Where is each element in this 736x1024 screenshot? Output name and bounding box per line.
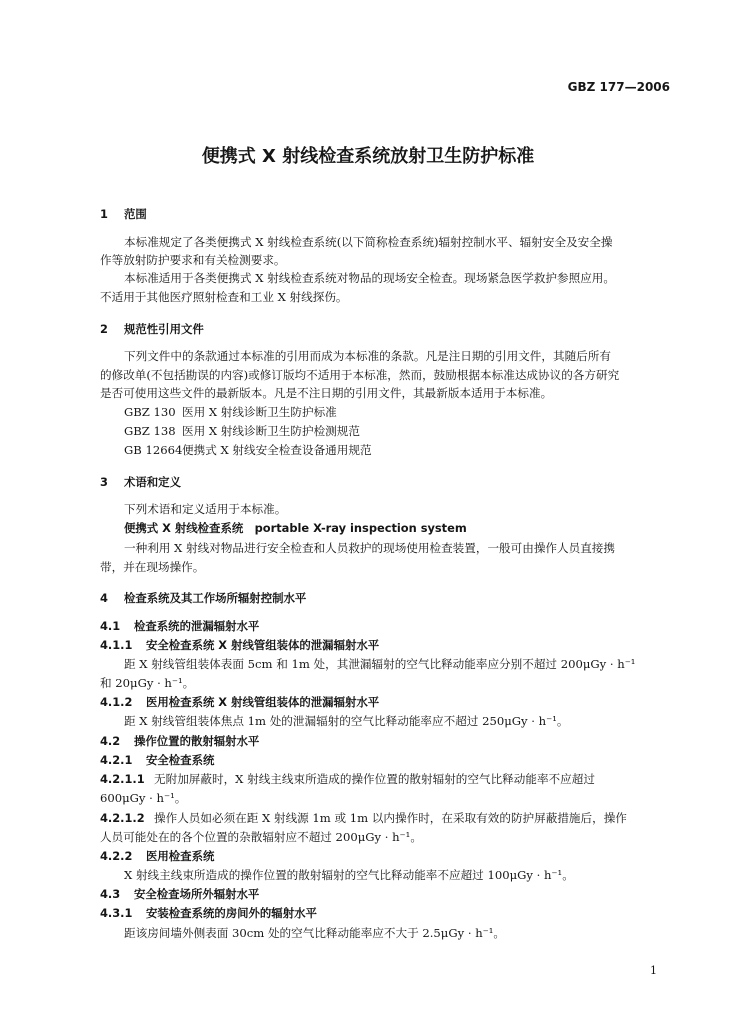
paragraph-line: 下列术语和定义适用于本标准。 [124, 502, 287, 516]
subsection-heading [100, 733, 670, 749]
paragraph-line: 的修改单(不包括勘误的内容)或修订版均不适用于本标准，然而，鼓励根据本标准达成协议的各方研究 [100, 368, 620, 382]
subsection-title: 安全检查场所外辐射水平 [134, 887, 260, 901]
subsection-number: 4.1.1 [100, 638, 133, 652]
paragraph-line: 下列文件中的条款通过本标准的引用而成为本标准的条款。凡是注日期的引用文件，其随后所有 [124, 349, 611, 363]
term-entry: 便携式 X 射线检查系统 portable X-ray inspection system [124, 521, 467, 535]
reference-item [124, 442, 670, 458]
subsection-title: 操作位置的散射辐射水平 [134, 734, 260, 748]
reference-code: GBZ 130 [124, 405, 176, 419]
paragraph-line: 一种利用 X 射线对物品进行安全检查和人员救护的现场使用检查装置，一般可由操作人员直接携 [124, 541, 615, 555]
reference-name: 医用 X 射线诊断卫生防护检测规范 [182, 424, 360, 438]
document-title: 便携式 X 射线检查系统放射卫生防护标准 [201, 146, 535, 167]
subsection-heading [100, 637, 670, 653]
subsection-number: 4.2.2 [100, 849, 133, 863]
reference-code: GB 12664 [124, 443, 183, 457]
reference-item [124, 404, 670, 420]
subsection-number: 4.2 [100, 734, 121, 748]
section-2-heading [100, 321, 670, 337]
subsection-title: 安全检查系统 X 射线管组装体的泄漏辐射水平 [146, 638, 380, 652]
section-3-heading [100, 474, 670, 490]
reference-name: 医用 X 射线诊断卫生防护标准 [182, 405, 337, 419]
subsection-heading [100, 848, 670, 864]
section-title: 术语和定义 [124, 475, 181, 489]
paragraph-line: 不适用于其他医疗照射检查和工业 X 射线探伤。 [100, 290, 348, 304]
clause-number: 4.2.1.2 [100, 811, 145, 825]
section-number: 3 [100, 475, 108, 489]
page-number: 1 [650, 964, 657, 977]
clause-text: 无附加屏蔽时，X 射线主线束所造成的操作位置的散射辐射的空气比释动能率不应超过 [154, 772, 595, 786]
section-number: 2 [100, 322, 108, 336]
subsection-number: 4.3 [100, 887, 121, 901]
subsection-heading [100, 752, 670, 768]
numbered-paragraph-line [100, 771, 670, 787]
clause-text: 操作人员如必须在距 X 射线源 1m 或 1m 以内操作时，在采取有效的防护屏蔽措施后，操作 [154, 811, 627, 825]
section-title: 检查系统及其工作场所辐射控制水平 [124, 591, 307, 605]
subsection-number: 4.3.1 [100, 906, 133, 920]
subsection-number: 4.1.2 [100, 695, 133, 709]
paragraph-line: 距该房间墙外侧表面 30cm 处的空气比释动能率应不大于 2.5μGy · h⁻¹。 [124, 926, 506, 940]
paragraph-line: 和 20μGy · h⁻¹。 [100, 676, 195, 690]
standard-code: GBZ 177—2006 [567, 80, 670, 94]
section-number: 1 [100, 207, 108, 221]
section-1-heading [100, 206, 670, 222]
subsection-title: 安装检查系统的房间外的辐射水平 [146, 906, 317, 920]
section-4-heading [100, 590, 670, 606]
reference-code: GBZ 138 [124, 424, 176, 438]
subsection-title: 医用检查系统 [146, 849, 215, 863]
subsection-heading [100, 905, 670, 921]
subsection-number: 4.2.1 [100, 753, 133, 767]
reference-item [124, 423, 670, 439]
subsection-heading [100, 886, 670, 902]
paragraph-line: 本标准规定了各类便携式 X 射线检查系统(以下简称检查系统)辐射控制水平、辐射安全及安全操 [124, 235, 613, 249]
subsection-number: 4.1 [100, 619, 121, 633]
paragraph-line: 是否可使用这些文件的最新版本。凡是不注日期的引用文件，其最新版本适用于本标准。 [100, 386, 553, 400]
paragraph-line: 带，并在现场操作。 [100, 560, 205, 574]
paragraph-line: 人员可能处在的各个位置的杂散辐射应不超过 200μGy · h⁻¹。 [100, 830, 422, 844]
subsection-title: 检查系统的泄漏辐射水平 [134, 619, 260, 633]
subsection-heading [100, 694, 670, 710]
paragraph-line: 600μGy · h⁻¹。 [100, 791, 187, 805]
paragraph-line: 作等放射防护要求和有关检测要求。 [100, 253, 286, 267]
subsection-title: 安全检查系统 [146, 753, 215, 767]
subsection-heading [100, 618, 670, 634]
numbered-paragraph-line [100, 810, 670, 826]
section-title: 范围 [124, 207, 147, 221]
clause-number: 4.2.1.1 [100, 772, 145, 786]
paragraph-line: 距 X 射线管组装体焦点 1m 处的泄漏辐射的空气比释动能率应不超过 250μGy · h⁻¹。 [124, 714, 569, 728]
subsection-title: 医用检查系统 X 射线管组装体的泄漏辐射水平 [146, 695, 380, 709]
paragraph-line: X 射线主线束所造成的操作位置的散射辐射的空气比释动能率不应超过 100μGy · h⁻¹。 [124, 868, 574, 882]
section-title: 规范性引用文件 [124, 322, 204, 336]
paragraph-line: 本标准适用于各类便携式 X 射线检查系统对物品的现场安全检查。现场紧急医学救护参照应用。 [124, 271, 615, 285]
reference-name: 便携式 X 射线安全检查设备通用规范 [182, 443, 372, 457]
paragraph-line: 距 X 射线管组装体表面 5cm 和 1m 处，其泄漏辐射的空气比释动能率应分别不超过 200μGy · h⁻¹ [124, 657, 636, 671]
section-number: 4 [100, 591, 108, 605]
